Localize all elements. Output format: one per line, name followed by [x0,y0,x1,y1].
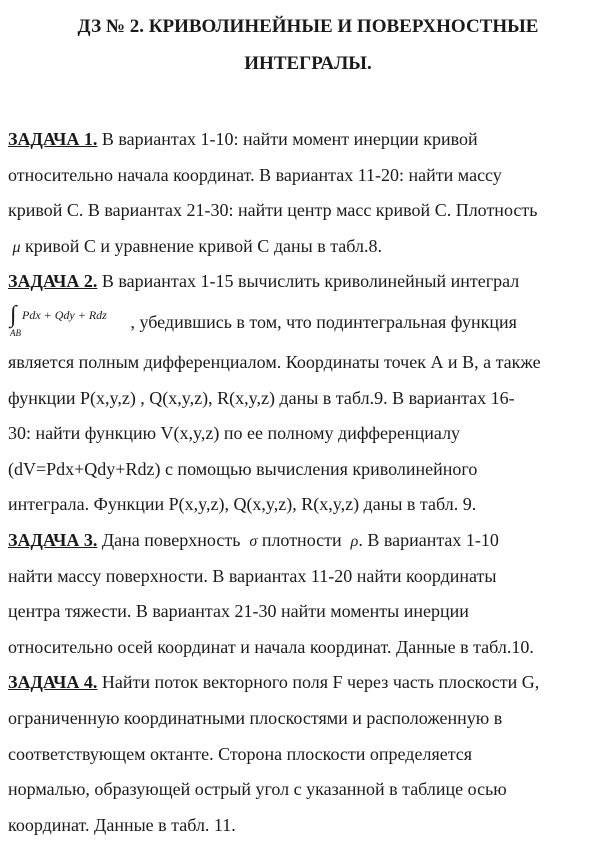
task2-line-5: 30: найти функцию V(x,y,z) по ее полному дифференциалу [8,423,461,444]
task3-header: ЗАДАЧА 3. [8,529,98,550]
page-title-line-1: ДЗ № 2. КРИВОЛИНЕЙНЫЕ И ПОВЕРХНОСТНЫЕ [77,16,539,37]
rho-symbol: ρ [350,532,359,550]
task2-line-2 [8,300,608,345]
task3-line-2: найти массу поверхности. В вариантах 11-20 найти координаты [8,565,497,586]
task2-line-3: является полным дифференциалом. Координаты точек А и В, а также [8,351,541,372]
task3-line-4: относительно осей координат и начала координат. Данные в табл.10. [8,636,534,657]
task1-line-2: относительно начала координат. В вариантах 11-20: найти массу [8,164,502,185]
task1-line-1 [8,122,608,158]
task2-line-7: интеграла. Функции P(x,y,z), Q(x,y,z), R(x,y,z) даны в табл. 9. [8,494,477,515]
task4-line-4: нормалью, образующей острый угол с указанной в таблице осью [8,779,507,800]
task4-line-2: ограниченную координатными плоскостями и расположенную в [8,707,503,728]
task3-text-1c: . В вариантах 1-10 [358,529,499,550]
task4-line-5: координат. Данные в табл. 11. [8,814,236,835]
task4-line-1 [8,665,608,701]
task1-header: ЗАДАЧА 1. [8,129,98,149]
integral-expression: Pdx + Qdy + Rdz [22,307,107,322]
page-title-line-2: ИНТЕГРАЛЫ. [244,53,372,74]
task4-header: ЗАДАЧА 4. [8,672,98,693]
task3-text-1a: Дана поверхность [97,529,245,550]
task2-header: ЗАДАЧА 2. [8,271,98,292]
task3-text-1b: плотности [257,529,347,550]
integral-sign: ∫ [10,301,17,328]
task3-line-3: центра тяжести. В вариантах 21-30 найти моменты инерции [8,601,469,622]
task1-line-4 [8,229,608,265]
task2-text-2: , убедившись в том, что подинтегральная функция [126,311,517,332]
task1-text-1: В вариантах 1-10: найти момент инерции кривой [97,129,478,149]
task2-line-4: функции P(x,y,z) , Q(x,y,z), R(x,y,z) даны в табл.9. В вариантах 16- [8,387,515,408]
task4-line-3: соответствующем октанте. Сторона плоскости определяется [8,743,473,764]
task4-text-1: Найти поток векторного поля F через часть плоскости G, [97,672,540,693]
task1-text-4: кривой С и уравнение кривой С даны в табл.8. [20,235,382,256]
task2-line-6: (dV=Pdx+Qdy+Rdz) с помощью вычисления криволинейного [8,458,478,479]
task1-line-3: кривой С. В вариантах 21-30: найти центр масс кривой С. Плотность [8,200,538,221]
document-body [8,122,608,843]
sigma-symbol: σ [249,532,258,550]
task3-line-1 [8,523,608,559]
mu-symbol: μ [12,238,21,256]
task2-text-1: В вариантах 1-15 вычислить криволинейный интеграл [97,271,520,292]
integral-subscript: AB [10,327,21,338]
task2-line-1 [8,264,608,300]
line-integral-formula [8,301,126,338]
